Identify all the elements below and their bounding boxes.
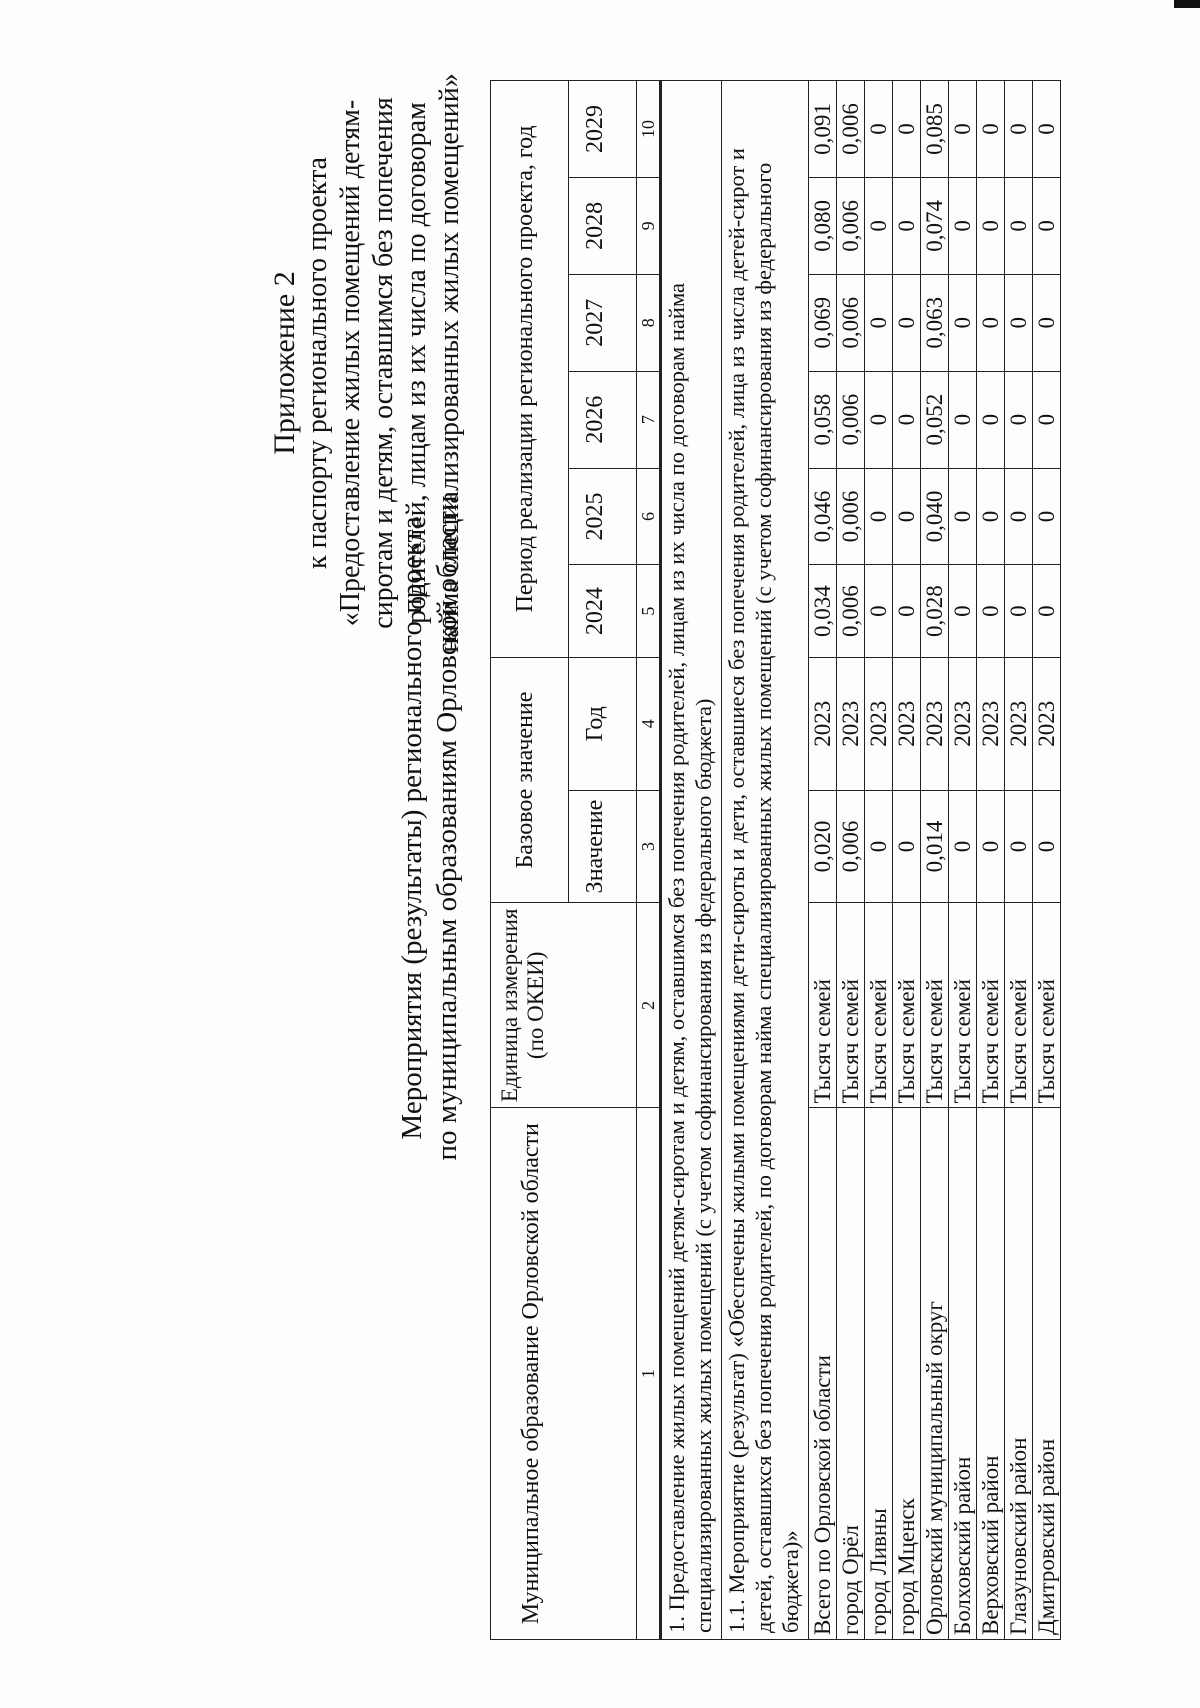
base-year-cell: 2023 (893, 657, 921, 790)
year-value-cell: 0 (1033, 371, 1061, 468)
year-value-cell: 0 (893, 565, 921, 657)
year-value-cell: 0 (865, 371, 893, 468)
unit-cell: Тысяч семей (977, 903, 1005, 1108)
year-value-cell: 0 (1033, 468, 1061, 565)
year-value-cell: 0 (977, 81, 1005, 178)
annex-line: «Предоставление жилых помещений детям- (335, 99, 366, 627)
year-value-cell: 0,063 (921, 274, 949, 371)
base-value-cell: 0 (1005, 790, 1033, 903)
municipality-cell: Всего по Орловской области (809, 1108, 837, 1640)
municipality-cell: Болховский район (949, 1108, 977, 1640)
column-number: 7 (637, 371, 661, 468)
table-row (949, 81, 977, 1640)
header-municipality: Муниципальное образование Орловской области (491, 1108, 637, 1640)
unit-cell: Тысяч семей (809, 903, 837, 1108)
base-year-cell: 2023 (1033, 657, 1061, 790)
municipality-cell: город Орёл (837, 1108, 865, 1640)
base-year-cell: 2023 (949, 657, 977, 790)
section-1-1-title: 1.1. Мероприятие (результат) «Обеспечены жилыми помещениями дети-сироты и дети, оставшиеся без попечения родителей, лица из числа детей-сирот и детей, оставшихся без попечения родителей, по договорам найма специализированных жилых помещений (с учетом софинансирования из федерального бюджета)» (722, 81, 809, 1640)
table-row (837, 81, 865, 1640)
year-value-cell: 0,069 (809, 274, 837, 371)
year-value-cell: 0 (865, 565, 893, 657)
municipality-cell: город Мценск (893, 1108, 921, 1640)
year-value-cell: 0 (893, 274, 921, 371)
year-value-cell: 0,028 (921, 565, 949, 657)
base-year-cell: 2023 (977, 657, 1005, 790)
year-value-cell: 0 (893, 468, 921, 565)
column-number: 2 (637, 903, 661, 1108)
year-value-cell: 0 (865, 81, 893, 178)
year-value-cell: 0 (949, 371, 977, 468)
results-table (490, 80, 1061, 1640)
year-value-cell: 0 (1005, 371, 1033, 468)
year-value-cell: 0,085 (921, 81, 949, 178)
base-value-cell: 0,006 (837, 790, 865, 903)
base-year-cell: 2023 (865, 657, 893, 790)
column-number: 10 (637, 81, 661, 178)
year-value-cell: 0 (949, 468, 977, 565)
annex-line: найма специализированных жилых помещений» (434, 73, 465, 653)
year-value-cell: 0 (977, 565, 1005, 657)
annex-title: Приложение 2 (268, 271, 301, 455)
base-value-cell: 0 (865, 790, 893, 903)
table-row (809, 81, 837, 1640)
year-value-cell: 0,080 (809, 177, 837, 274)
unit-cell: Тысяч семей (949, 903, 977, 1108)
year-value-cell: 0 (1005, 81, 1033, 178)
header-base-value: Значение (569, 790, 637, 903)
header-year: 2026 (569, 371, 637, 468)
year-value-cell: 0 (865, 177, 893, 274)
header-year: 2027 (569, 274, 637, 371)
table-row (893, 81, 921, 1640)
year-value-cell: 0 (865, 274, 893, 371)
column-number-row (637, 81, 661, 1640)
year-value-cell: 0,052 (921, 371, 949, 468)
header-period: Период реализации регионального проекта, год (491, 81, 569, 658)
table-row (1033, 81, 1061, 1640)
year-value-cell: 0 (1005, 177, 1033, 274)
section-1-title: 1. Предоставление жилых помещений детям-сиротам и детям, оставшимся без попечения родителей, лицам из их числа по договорам найма специализированных жилых помещений (с учетом софинансирования из федерального бюджета) (661, 81, 722, 1640)
base-value-cell: 0 (949, 790, 977, 903)
year-value-cell: 0,006 (837, 468, 865, 565)
column-number: 6 (637, 468, 661, 565)
header-year: 2024 (569, 565, 637, 657)
year-value-cell: 0 (1033, 274, 1061, 371)
year-value-cell: 0 (949, 81, 977, 178)
municipality-cell: Глазуновский район (1005, 1108, 1033, 1640)
year-value-cell: 0,091 (809, 81, 837, 178)
year-value-cell: 0 (893, 81, 921, 178)
municipality-cell: Верховский район (977, 1108, 1005, 1640)
unit-cell: Тысяч семей (865, 903, 893, 1108)
municipality-cell: Орловский муниципальный округ (921, 1108, 949, 1640)
year-value-cell: 0,074 (921, 177, 949, 274)
year-value-cell: 0 (977, 468, 1005, 565)
base-value-cell: 0 (1033, 790, 1061, 903)
column-number: 3 (637, 790, 661, 903)
year-value-cell: 0 (893, 177, 921, 274)
base-value-cell: 0,014 (921, 790, 949, 903)
unit-cell: Тысяч семей (1005, 903, 1033, 1108)
header-unit: Единица измерения (по ОКЕИ) (491, 903, 637, 1108)
column-number: 8 (637, 274, 661, 371)
year-value-cell: 0 (949, 274, 977, 371)
unit-cell: Тысяч семей (893, 903, 921, 1108)
base-year-cell: 2023 (837, 657, 865, 790)
document-heading (395, 328, 465, 1328)
header-base: Базовое значение (491, 657, 569, 903)
table-row (977, 81, 1005, 1640)
header-base-year: Год (569, 657, 637, 790)
column-number: 5 (637, 565, 661, 657)
municipality-cell: Дмитровский район (1033, 1108, 1061, 1640)
header-year: 2029 (569, 81, 637, 178)
year-value-cell: 0,006 (837, 81, 865, 178)
table-row (1005, 81, 1033, 1640)
municipality-cell: город Ливны (865, 1108, 893, 1640)
year-value-cell: 0 (1005, 565, 1033, 657)
year-value-cell: 0 (1005, 274, 1033, 371)
year-value-cell: 0 (977, 371, 1005, 468)
column-number: 9 (637, 177, 661, 274)
year-value-cell: 0 (1005, 468, 1033, 565)
unit-cell: Тысяч семей (921, 903, 949, 1108)
base-year-cell: 2023 (1005, 657, 1033, 790)
base-year-cell: 2023 (809, 657, 837, 790)
unit-cell: Тысяч семей (837, 903, 865, 1108)
heading-line: по муниципальным образованиям Орловской области (431, 495, 463, 1161)
header-year: 2028 (569, 177, 637, 274)
annex-line: к паспорту регионального проекта (302, 157, 333, 569)
table-row (921, 81, 949, 1640)
base-value-cell: 0 (977, 790, 1005, 903)
heading-line: Мероприятия (результаты) регионального проекта (396, 516, 428, 1140)
year-value-cell: 0 (865, 468, 893, 565)
year-value-cell: 0 (949, 565, 977, 657)
year-value-cell: 0,006 (837, 274, 865, 371)
unit-cell: Тысяч семей (1033, 903, 1061, 1108)
year-value-cell: 0,046 (809, 468, 837, 565)
year-value-cell: 0 (1033, 565, 1061, 657)
annex-line: родителей, лицам из их числа по договорам (401, 102, 432, 624)
header-year: 2025 (569, 468, 637, 565)
year-value-cell: 0,006 (837, 177, 865, 274)
year-value-cell: 0,040 (921, 468, 949, 565)
year-value-cell: 0 (1033, 177, 1061, 274)
year-value-cell: 0,058 (809, 371, 837, 468)
year-value-cell: 0,006 (837, 371, 865, 468)
column-number: 1 (637, 1108, 661, 1640)
year-value-cell: 0,006 (837, 565, 865, 657)
year-value-cell: 0,034 (809, 565, 837, 657)
year-value-cell: 0 (977, 274, 1005, 371)
base-value-cell: 0 (893, 790, 921, 903)
base-year-cell: 2023 (921, 657, 949, 790)
year-value-cell: 0 (949, 177, 977, 274)
year-value-cell: 0 (1033, 81, 1061, 178)
section-row (661, 81, 722, 1640)
section-row (722, 81, 809, 1640)
column-number: 4 (637, 657, 661, 790)
year-value-cell: 0 (977, 177, 1005, 274)
annex-line: сиротам и детям, оставшимся без попечения (368, 97, 399, 629)
table-row (865, 81, 893, 1640)
year-value-cell: 0 (893, 371, 921, 468)
base-value-cell: 0,020 (809, 790, 837, 903)
